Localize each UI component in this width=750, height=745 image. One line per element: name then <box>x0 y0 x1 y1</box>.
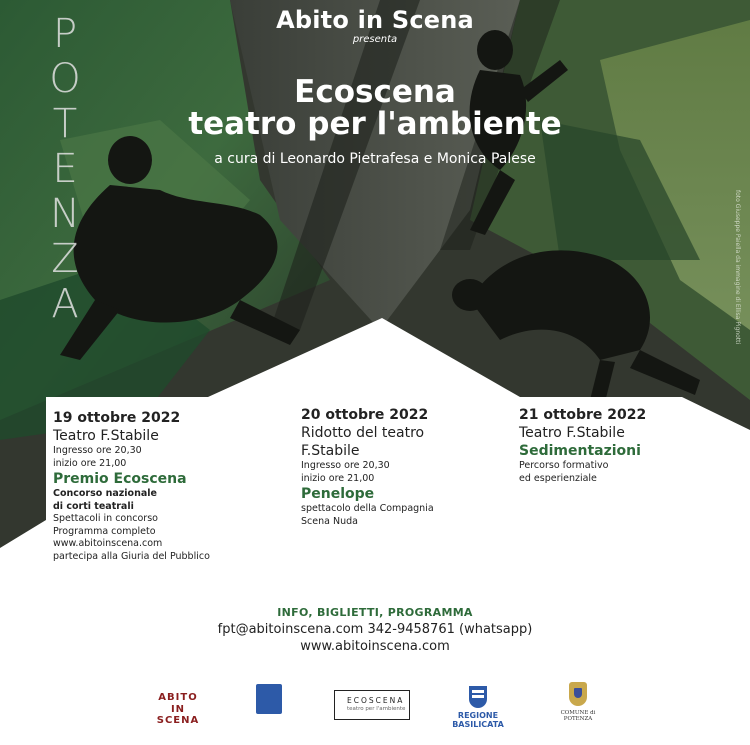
city-letter: E <box>52 146 78 192</box>
event-start-time: inizio ore 21,00 <box>53 457 127 469</box>
ecoscena-logo <box>334 690 410 720</box>
event-desc-bold: di corti teatrali <box>53 500 134 512</box>
city-letter: Z <box>51 236 79 282</box>
city-letter: A <box>51 281 79 327</box>
shield-icon <box>469 686 487 708</box>
logo-text: ECOSCENA <box>347 696 405 705</box>
logo-text: IN SCENA <box>156 704 200 726</box>
city-name-vertical <box>40 12 90 327</box>
event-venue: Teatro F.Stabile <box>53 428 159 444</box>
city-letter: P <box>52 11 78 57</box>
logo-text: COMUNE di POTENZA <box>560 710 596 722</box>
event-desc: Programma completo <box>53 525 156 537</box>
event-desc: partecipa alla Giuria del Pubblico <box>53 550 210 562</box>
event-desc-bold: Concorso nazionale <box>53 488 157 499</box>
brand-subtitle: presenta <box>352 34 398 45</box>
logo-text: teatro per l'ambiente <box>347 706 406 712</box>
regione-basilicata-logo <box>438 686 518 729</box>
brand-title: Abito in Scena <box>276 6 474 34</box>
photo-credit: foto Giuseppe Paiella da immagine di Ellisa Pignotti <box>734 190 741 345</box>
event-card-1 <box>53 409 243 563</box>
event-name: Penelope <box>301 486 375 502</box>
event-venue: F.Stabile <box>301 443 360 459</box>
event-desc: spettacolo della Compagnia <box>301 503 434 514</box>
event-website-link[interactable]: www.abitoinscena.com <box>53 538 163 549</box>
abito-in-scena-logo <box>148 682 208 726</box>
logo-text: REGIONE BASILICATA <box>452 711 504 729</box>
main-title-line1: Ecoscena <box>294 74 456 110</box>
event-date: 21 ottobre 2022 <box>519 407 647 423</box>
website-link[interactable]: www.abitoinscena.com <box>300 639 450 654</box>
event-venue: Ridotto del teatro <box>301 425 425 441</box>
event-date: 20 ottobre 2022 <box>301 407 429 423</box>
comune-potenza-logo <box>548 680 608 722</box>
event-desc: Scena Nuda <box>301 515 358 527</box>
city-letter: O <box>49 56 81 102</box>
event-entry-time: Ingresso ore 20,30 <box>301 460 390 471</box>
contact-line[interactable]: fpt@abitoinscena.com 342-9458761 (whatsapp) <box>217 622 533 637</box>
logo-text: ABITO <box>158 692 198 703</box>
event-card-3 <box>519 406 679 485</box>
event-entry-time: Ingresso ore 20,30 <box>53 445 142 456</box>
main-title-line2: teatro per l'ambiente <box>188 106 562 142</box>
event-desc: Percorso formativo <box>519 460 609 471</box>
city-letter: T <box>52 101 78 147</box>
event-date: 19 ottobre 2022 <box>53 410 181 426</box>
event-venue: Teatro F.Stabile <box>519 425 625 441</box>
info-heading: INFO, BIGLIETTI, PROGRAMMA <box>277 606 473 619</box>
ministry-culture-logo <box>256 684 282 714</box>
city-letter: N <box>50 191 80 237</box>
event-desc: ed esperienziale <box>519 472 597 484</box>
crest-icon <box>569 682 587 706</box>
event-start-time: inizio ore 21,00 <box>301 472 375 484</box>
event-name: Premio Ecoscena <box>53 471 187 487</box>
event-desc: Spettacoli in concorso <box>53 513 158 524</box>
event-card-2 <box>301 406 471 528</box>
curators-line: a cura di Leonardo Pietrafesa e Monica Palese <box>214 151 536 167</box>
event-name: Sedimentazioni <box>519 443 641 459</box>
